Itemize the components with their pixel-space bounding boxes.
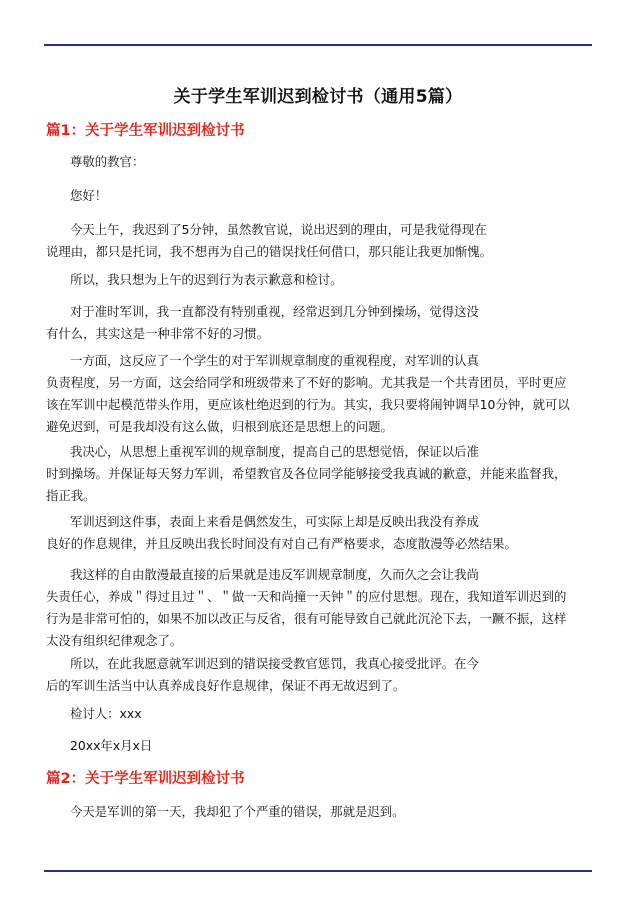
section-2-heading: 篇2：关于学生军训迟到检讨书 bbox=[46, 771, 245, 787]
greeting: 您好！ bbox=[70, 188, 108, 203]
section-2-first-paragraph: 今天是军训的第一天，我却犯了个严重的错误，那就是迟到。 bbox=[70, 804, 405, 819]
signature: 检讨人：xxx bbox=[70, 706, 142, 721]
paragraph-4: 一方面，这反应了一个学生的对于军训规章制度的重视程度，对军训的认真 负责程度，另一方面，这会给同学和班级带来了不好的影响。尤其我是一个共青团员，平时更应 该在军训中起模范带头作用，更应该杜绝迟到的行为。其实，我只要将闹钟调早10分钟，就可以 避免迟到，可是我却没有这么做，归根到底还是思想上的问题。 bbox=[46, 353, 570, 434]
paragraph-3: 对于准时军训，我一直都没有特别重视，经常迟到几分钟到操场，觉得这没 有什么，其实这是一种非常不好的习惯。 bbox=[46, 304, 479, 341]
paragraph-1: 今天上午，我迟到了5分钟，虽然教官说，说出迟到的理由，可是我觉得现在 说理由，都只是托词，我不想再为自己的错误找任何借口，那只能让我更加惭愧。 bbox=[46, 222, 493, 259]
document-title: 关于学生军训迟到检讨书（通用5篇） bbox=[173, 87, 463, 107]
date-line: 20xx年x月x日 bbox=[70, 738, 153, 753]
top-rule bbox=[44, 44, 592, 46]
salutation: 尊敬的教官： bbox=[70, 154, 145, 169]
paragraph-2: 所以，我只想为上午的迟到行为表示歉意和检讨。 bbox=[70, 272, 343, 287]
section-1-heading: 篇1：关于学生军训迟到检讨书 bbox=[46, 123, 245, 139]
paragraph-7: 我这样的自由散漫最直接的后果就是违反军训规章制度，久而久之会让我尚 失责任心，养成＂得过且过＂、＂做一天和尚撞一天钟＂的应付思想。现在，我知道军训迟到的 行为是非常可怕的，如果不加以改正与反省，很有可能导致自己就此沉沦下去，一蹶不振，这样 太没有组织纪律观念了。 bbox=[46, 567, 567, 648]
paragraph-5: 我决心，从思想上重视军训的规章制度，提高自己的思想觉悟，保证以后准 时到操场。并保证每天努力军训，希望教官及各位同学能够接受我真诚的歉意，并能来监督我， 指正我。 bbox=[46, 444, 567, 503]
paragraph-8: 所以，在此我愿意就军训迟到的错误接受教官惩罚，我真心接受批评。在今 后的军训生活当中认真养成良好作息规律，保证不再无故迟到了。 bbox=[46, 656, 479, 693]
paragraph-6: 军训迟到这件事，表面上来看是偶然发生，可实际上却是反映出我没有养成 良好的作息规律，并且反映出我长时间没有对自己有严格要求，态度散漫等必然结果。 bbox=[46, 514, 517, 551]
bottom-rule bbox=[44, 870, 592, 872]
